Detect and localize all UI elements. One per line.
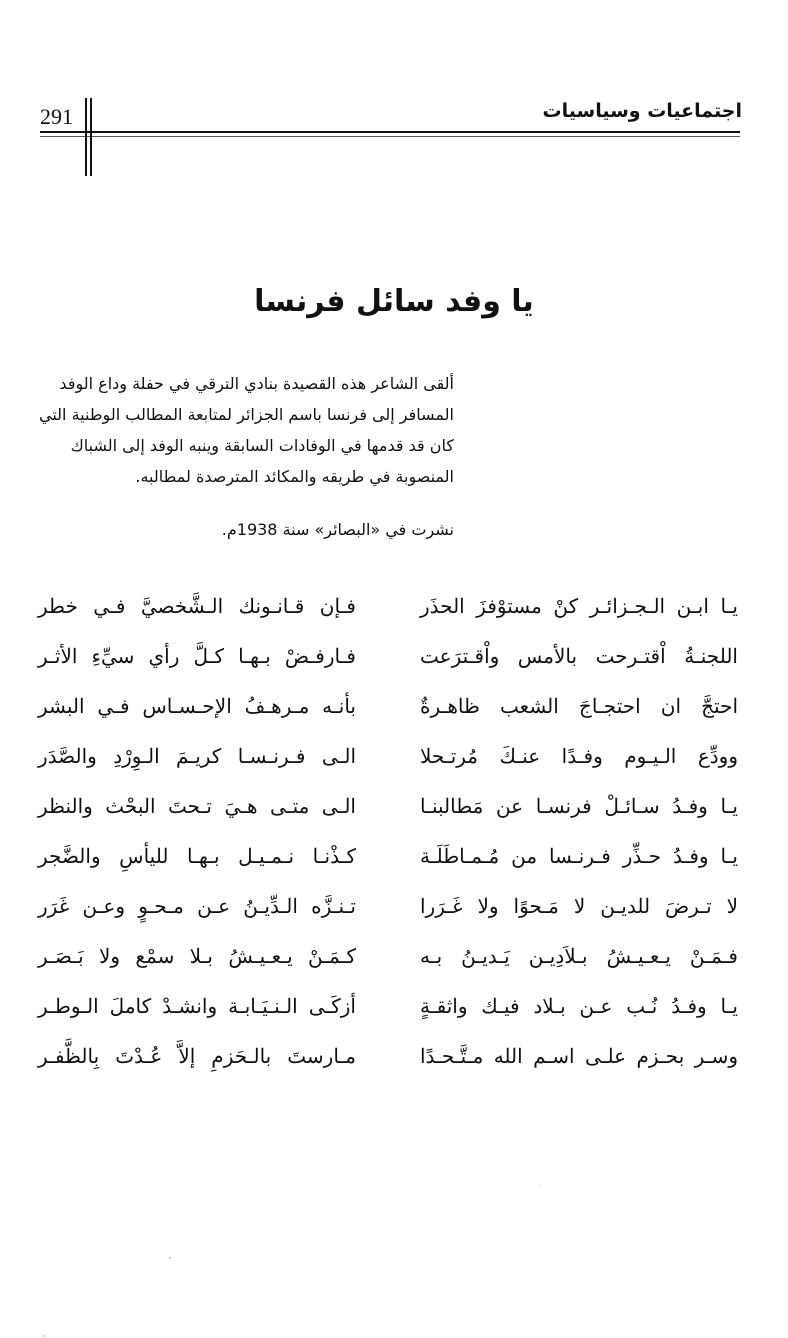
verse-second-hemistich: مـارستَ بالـحَزمِ إلاَّ عُـدْتَ بِالظَّفـر (38, 1044, 356, 1068)
verse-second-hemistich: كـذْنـا نـمـيـل بـهـا لليأسِ والضَّجر (38, 844, 356, 868)
verse-second-hemistich: بأنـه مـرهـفُ الإحـسـاس فـي البشر (38, 694, 356, 718)
verse-first-hemistich: يـا وفـدُ نُـب عـن بـلاد فيـك واثقـةٍ (420, 994, 738, 1018)
page-number: 291 (40, 104, 73, 129)
verse-first-hemistich: يـا وفـدُ سـائـلْ فرنسـا عن مَطالبنـا (420, 794, 738, 818)
verse-second-hemistich: الـى متـى هـيَ تـحتَ البحْث والنظر (38, 794, 356, 818)
verse-second-hemistich: فـارفـضْ بـهـا كـلَّ رأي سيِّءِ الأثـر (38, 644, 356, 668)
verse-second-hemistich: تـنـزَّه الـدِّيـنُ عـن مـحـوٍ وعـن غَرَر (38, 894, 356, 918)
running-title: اجتماعيات وسياسيات (542, 100, 742, 122)
verse-first-hemistich: احتجَّ ان احتجـاجَ الشعب ظاهـرةٌ (420, 694, 738, 718)
verse-second-hemistich: كـمَـنْ يـعـيـشُ بـلا سمْع ولا بَـصَـر (38, 944, 356, 968)
intro-line: كان قد قدمها في الوفادات السابقة وينبه الوفد إلى الشباك (70, 436, 454, 455)
poem-title: يا وفد سائل فرنسا (254, 284, 534, 319)
verse-first-hemistich: لا تـرضَ للديـن لا مَـحوًا ولا غَـرَرا (420, 894, 738, 918)
intro-line: المنصوبة في طريقه والمكائد المترصدة لمطالبه. (135, 467, 454, 486)
verse-first-hemistich: يـا وفـدُ حـذِّر فـرنـسا من مُـمـاطَلَـة (420, 844, 738, 868)
verse-second-hemistich: فـإن قـانـونك الـشَّخصيَّ فـي خطر (38, 594, 356, 618)
verse-first-hemistich: وسـر بحـزم علـى اسـم الله مـتَّـحـدًا (420, 1044, 738, 1068)
verse-second-hemistich: أزكَـى الـنـيَـابـة وانشـدْ كاملَ الـوطـر (38, 994, 356, 1018)
verse-first-hemistich: يـا ابـن الـجـزائـر كنْ مستوْفزَ الحذَر (420, 594, 738, 618)
intro-line: المسافر إلى فرنسا باسم الجزائر لمتابعة المطالب الوطنية التي (39, 405, 454, 424)
verse-first-hemistich: فـمَـنْ يـعـيـشُ بـلاَدِيـن يَـديـنُ بـه (420, 944, 738, 968)
verse-second-hemistich: الـى فـرنـسـا كريـمَ الـوِرْدِ والصَّدَر (38, 744, 356, 768)
intro-line: ألقى الشاعر هذه القصيدة بنادي الترقي في حفلة وداع الوفد (59, 374, 454, 393)
verse-first-hemistich: وودِّع الـيـوم وفـدًا عنـكَ مُرتـحلا (420, 744, 738, 768)
publication-note: نشرت في «البصائر» سنة 1938م. (221, 520, 454, 539)
verse-first-hemistich: اللجنـةُ اْقتـرحت بالأمس واْقـترَعت (420, 644, 738, 668)
